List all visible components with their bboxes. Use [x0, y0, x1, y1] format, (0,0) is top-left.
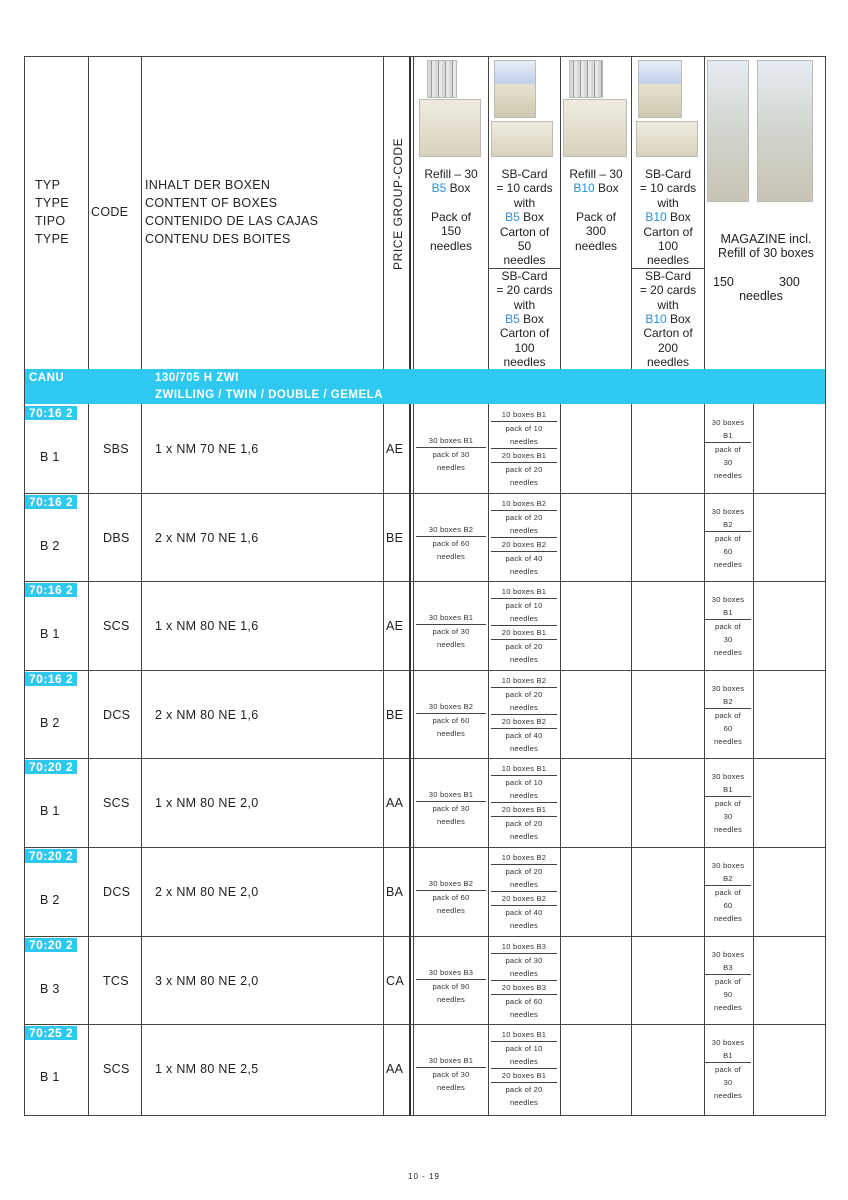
code-header: CODE — [91, 205, 129, 219]
table-row — [25, 670, 825, 759]
content-cell: 2 x NM 70 NE 1,6 — [155, 531, 259, 545]
magazine-image — [707, 60, 749, 202]
type-header: TYP TYPE TIPO TYPE — [35, 178, 69, 246]
content-cell: 1 x NM 70 NE 1,6 — [155, 442, 259, 456]
code-cell: SBS — [103, 442, 129, 456]
content-cell: 1 x NM 80 NE 1,6 — [155, 619, 259, 633]
carton-image — [491, 121, 553, 157]
row-divider — [25, 1024, 825, 1025]
sb-card-cell: 10 boxes B3 pack of 30 needles 20 boxes B3 pack of 60 needles — [491, 940, 557, 1021]
sb-card-cell: 10 boxes B2 pack of 20 needles 20 boxes B2 pack of 40 needles — [491, 497, 557, 578]
magazine-cell: 30 boxes B2 pack of 60 needles — [705, 859, 751, 925]
price-group-header: PRICE GROUP-CODE — [391, 137, 405, 270]
code-cell: SCS — [103, 1062, 130, 1076]
type-cell: B 1 — [40, 627, 60, 641]
magazine-cell: 30 boxes B1 pack of 30 needles — [705, 1036, 751, 1102]
table-row — [25, 581, 825, 670]
refill-cell: 30 boxes B2 pack of 60 needles — [416, 523, 486, 563]
table-row — [25, 936, 825, 1025]
size-tag: 70:16 2 — [25, 406, 77, 420]
row-divider — [25, 847, 825, 848]
refill-b10-header: Refill – 30 B10 Box Pack of 300 needles — [569, 167, 623, 253]
price-cell: AE — [386, 619, 404, 633]
refill-b5-header: Refill – 30 B5 Box Pack of 150 needles — [424, 167, 478, 253]
section-label: CANU — [29, 372, 65, 384]
table-row — [25, 493, 825, 582]
refill-cell: 30 boxes B1 pack of 30 needles — [416, 788, 486, 828]
content-header: INHALT DER BOXEN CONTENT OF BOXES CONTENIDO DE LAS CAJAS CONTENU DES BOITES — [145, 178, 319, 246]
price-cell: CA — [386, 974, 404, 988]
code-cell: SCS — [103, 796, 130, 810]
content-cell: 1 x NM 80 NE 2,0 — [155, 796, 259, 810]
size-tag: 70:20 2 — [25, 938, 77, 952]
row-divider — [25, 670, 825, 671]
size-tag: 70:16 2 — [25, 495, 77, 509]
size-tag: 70:20 2 — [25, 760, 77, 774]
magazine-image — [757, 60, 813, 202]
table-row — [25, 847, 825, 936]
refill-cell: 30 boxes B3 pack of 90 needles — [416, 966, 486, 1006]
row-divider — [25, 581, 825, 582]
sb-card-cell: 10 boxes B1 pack of 10 needles 20 boxes B1 pack of 20 needles — [491, 1028, 557, 1109]
magazine-300: 300 — [779, 275, 800, 289]
magazine-cell: 30 boxes B2 pack of 60 needles — [705, 505, 751, 571]
code-cell: SCS — [103, 619, 130, 633]
size-tag: 70:25 2 — [25, 1026, 77, 1040]
product-table — [24, 56, 826, 1116]
section-desc: ZWILLING / TWIN / DOUBLE / GEMELA — [155, 389, 383, 401]
magazine-cell: 30 boxes B3 pack of 90 needles — [705, 948, 751, 1014]
needle-pack-image — [427, 60, 457, 98]
refill-cell: 30 boxes B1 pack of 30 needles — [416, 611, 486, 651]
carton-image — [636, 121, 698, 157]
type-cell: B 2 — [40, 893, 60, 907]
refill-box-image — [563, 99, 627, 157]
content-cell: 3 x NM 80 NE 2,0 — [155, 974, 259, 988]
row-divider — [25, 936, 825, 937]
price-cell: AE — [386, 442, 404, 456]
price-cell: BE — [386, 531, 404, 545]
magazine-cell: 30 boxes B1 pack of 30 needles — [705, 593, 751, 659]
row-divider — [25, 758, 825, 759]
content-cell: 1 x NM 80 NE 2,5 — [155, 1062, 259, 1076]
section-band — [25, 369, 825, 404]
needle-pack-image — [569, 60, 603, 98]
size-tag: 70:16 2 — [25, 583, 77, 597]
code-cell: DBS — [103, 531, 130, 545]
type-cell: B 2 — [40, 716, 60, 730]
sb-card-cell: 10 boxes B1 pack of 10 needles 20 boxes B1 pack of 20 needles — [491, 408, 557, 489]
sb-card-cell: 10 boxes B1 pack of 10 needles 20 boxes B1 pack of 20 needles — [491, 762, 557, 843]
sb-card-cell: 10 boxes B2 pack of 20 needles 20 boxes B2 pack of 40 needles — [491, 674, 557, 755]
sb-card-b10-header: SB-Card = 10 cards with B10 Box Carton of 100 needles SB-Card = 20 cards with B10 Box Carton of 200 needles — [632, 167, 704, 370]
type-cell: B 1 — [40, 804, 60, 818]
price-cell: BA — [386, 885, 404, 899]
price-cell: BE — [386, 708, 404, 722]
row-divider — [25, 493, 825, 494]
refill-cell: 30 boxes B1 pack of 30 needles — [416, 434, 486, 474]
sb-card-image — [494, 60, 536, 118]
magazine-150: 150 — [713, 275, 734, 289]
code-cell: DCS — [103, 885, 131, 899]
magazine-cell: 30 boxes B2 pack of 60 needles — [705, 682, 751, 748]
price-cell: AA — [386, 1062, 404, 1076]
magazine-needles: needles — [739, 289, 783, 303]
section-code: 130/705 H ZWI — [155, 372, 239, 384]
table-row — [25, 758, 825, 847]
refill-box-image — [419, 99, 481, 157]
table-row — [25, 1024, 825, 1113]
code-cell: TCS — [103, 974, 129, 988]
sb-card-cell: 10 boxes B2 pack of 20 needles 20 boxes B2 pack of 40 needles — [491, 851, 557, 932]
type-cell: B 1 — [40, 450, 60, 464]
content-cell: 2 x NM 80 NE 2,0 — [155, 885, 259, 899]
table-row — [25, 404, 825, 493]
sb-card-b5-header: SB-Card = 10 cards with B5 Box Carton of 50 needles SB-Card = 20 cards with B5 Box Carton of 100 needles — [489, 167, 560, 370]
refill-cell: 30 boxes B2 pack of 60 needles — [416, 700, 486, 740]
magazine-cell: 30 boxes B1 pack of 30 needles — [705, 770, 751, 836]
size-tag: 70:20 2 — [25, 849, 77, 863]
type-cell: B 3 — [40, 982, 60, 996]
price-cell: AA — [386, 796, 404, 810]
sb-card-image — [638, 60, 682, 118]
magazine-cell: 30 boxes B1 pack of 30 needles — [705, 416, 751, 482]
page-number: 10 - 19 — [408, 1172, 440, 1181]
refill-cell: 30 boxes B1 pack of 30 needles — [416, 1054, 486, 1094]
code-cell: DCS — [103, 708, 131, 722]
type-cell: B 2 — [40, 539, 60, 553]
refill-cell: 30 boxes B2 pack of 60 needles — [416, 877, 486, 917]
content-cell: 2 x NM 80 NE 1,6 — [155, 708, 259, 722]
magazine-header: MAGAZINE incl. Refill of 30 boxes — [718, 232, 814, 261]
type-cell: B 1 — [40, 1070, 60, 1084]
size-tag: 70:16 2 — [25, 672, 77, 686]
sb-card-cell: 10 boxes B1 pack of 10 needles 20 boxes B1 pack of 20 needles — [491, 585, 557, 666]
